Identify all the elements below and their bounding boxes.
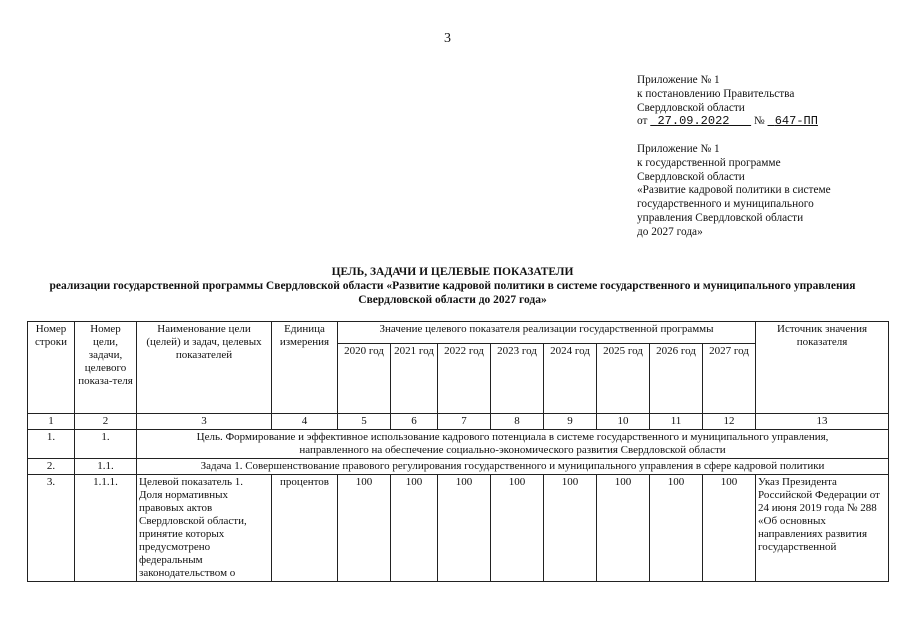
cell-row-number: 2. <box>28 459 75 475</box>
date-prefix: от <box>637 115 648 128</box>
header-year: 2025 год <box>597 344 650 414</box>
appendix-program-line: государственного и муниципального <box>637 198 814 211</box>
appendix-resolution-date-line <box>637 115 818 129</box>
table-row-task <box>28 459 889 475</box>
column-number: 9 <box>544 414 597 430</box>
cell-value: 100 <box>650 475 703 582</box>
document-title: ЦЕЛЬ, ЗАДАЧИ И ЦЕЛЕВЫЕ ПОКАЗАТЕЛИ <box>331 266 574 278</box>
header-year: 2027 год <box>703 344 756 414</box>
cell-goal-number: 1.1. <box>75 459 137 475</box>
column-number: 10 <box>597 414 650 430</box>
table-row-goal <box>28 430 889 459</box>
header-goal-number: Номер цели, задачи, целевого показа-теля <box>75 322 137 414</box>
header-values-group: Значение целевого показателя реализации государственной программы <box>338 322 756 344</box>
cell-value: 100 <box>544 475 597 582</box>
page-number: 3 <box>444 31 451 46</box>
indicators-table <box>27 321 889 582</box>
header-row-number: Номер строки <box>28 322 75 414</box>
cell-indicator-name: Целевой показатель 1. Доля нормативных правовых актов Свердловской области, принятие которых предусмотрено федеральным законодательством о <box>137 475 272 582</box>
column-number-row <box>28 414 889 430</box>
header-name: Наименование цели (целей) и задач, целевых показателей <box>137 322 272 414</box>
column-number: 12 <box>703 414 756 430</box>
subtitle-line2: Свердловской области до 2027 года» <box>358 293 547 306</box>
appendix-resolution-block <box>637 74 818 129</box>
appendix-program-line: Приложение № 1 <box>637 143 720 155</box>
appendix-program-line: Свердловской области <box>637 170 745 183</box>
cell-value: 100 <box>597 475 650 582</box>
column-number: 6 <box>391 414 438 430</box>
cell-row-number: 1. <box>28 430 75 459</box>
header-year: 2026 год <box>650 344 703 414</box>
cell-value: 100 <box>491 475 544 582</box>
column-number: 5 <box>338 414 391 430</box>
goal-text-line1: Цель. Формирование и эффективное использование кадрового потенциала в системе государственного и муниципального управления, <box>196 431 829 443</box>
appendix-resolution-line3: Свердловской области <box>637 101 745 114</box>
column-number: 7 <box>438 414 491 430</box>
column-number: 11 <box>650 414 703 430</box>
resolution-date: 27.09.2022 <box>657 114 730 129</box>
appendix-resolution-line2: к постановлению Правительства <box>637 87 795 100</box>
subtitle-line1: реализации государственной программы Свердловской области «Развитие кадровой политики в системе государственного и муниципального управления <box>49 280 856 292</box>
cell-value: 100 <box>438 475 491 582</box>
document-subtitle <box>20 280 885 307</box>
appendix-program-block <box>637 143 831 240</box>
appendix-program-line: «Развитие кадровой политики в системе <box>637 184 831 197</box>
table-row-indicator <box>28 475 889 582</box>
header-year: 2020 год <box>338 344 391 414</box>
appendix-program-line: к государственной программе <box>637 156 781 169</box>
header-source: Источник значения показателя <box>756 322 889 414</box>
header-year: 2024 год <box>544 344 597 414</box>
number-prefix: № <box>753 115 765 128</box>
cell-value: 100 <box>338 475 391 582</box>
appendix-program-line: управления Свердловской области <box>637 211 804 224</box>
cell-goal-number: 1.1.1. <box>75 475 137 582</box>
column-number: 8 <box>491 414 544 430</box>
column-number: 1 <box>28 414 75 430</box>
cell-source: Указ Президента Российской Федерации от 24 июня 2019 года № 288 «Об основных направлениях развития государственной <box>756 475 889 582</box>
cell-row-number: 3. <box>28 475 75 582</box>
header-unit: Единица измерения <box>272 322 338 414</box>
goal-text-line2: направленного на обеспечение социально-экономического развития Свердловской области <box>299 444 726 456</box>
cell-task-text: Задача 1. Совершенствование правового регулирования государственного и муниципального управления в сфере кадровой политики <box>137 459 889 475</box>
cell-value: 100 <box>703 475 756 582</box>
cell-value: 100 <box>391 475 438 582</box>
appendix-program-line: до 2027 года» <box>637 225 703 238</box>
appendix-resolution-line1: Приложение № 1 <box>637 74 720 86</box>
column-number: 3 <box>137 414 272 430</box>
cell-goal-text <box>137 430 889 459</box>
header-year: 2022 год <box>438 344 491 414</box>
cell-goal-number: 1. <box>75 430 137 459</box>
column-number: 2 <box>75 414 137 430</box>
header-year: 2023 год <box>491 344 544 414</box>
resolution-number: 647-ПП <box>774 114 818 129</box>
column-number: 13 <box>756 414 889 430</box>
header-year: 2021 год <box>391 344 438 414</box>
cell-unit: процентов <box>272 475 338 582</box>
column-number: 4 <box>272 414 338 430</box>
